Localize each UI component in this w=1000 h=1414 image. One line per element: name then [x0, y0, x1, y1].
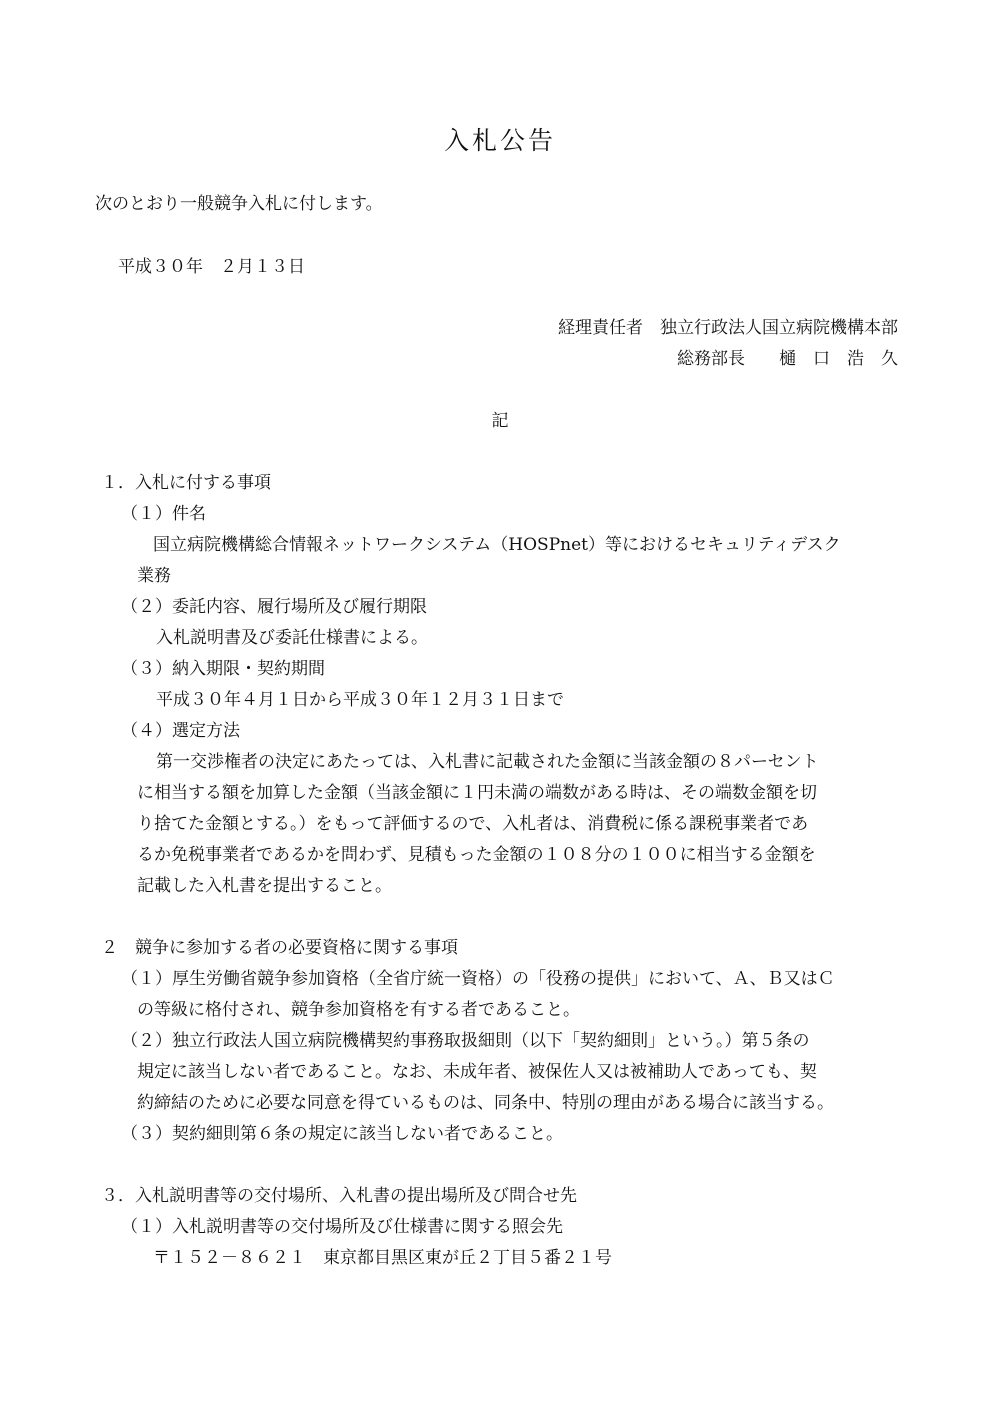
- section1-item4-body: るか免税事業者であるかを問わず、見積もった金額の１０８分の１００に相当する金額を: [137, 845, 816, 865]
- section1-item3-heading: （３）納入期限・契約期間: [121, 659, 325, 679]
- section1-item2-heading: （２）委託内容、履行場所及び履行期限: [121, 597, 427, 617]
- section1-item1-body: 業務: [137, 566, 171, 586]
- section3-item1-address: 〒１５２－８６２１ 東京都目黒区東が丘２丁目５番２１号: [153, 1248, 612, 1268]
- section1-item2-body: 入札説明書及び委託仕様書による。: [156, 628, 428, 648]
- section1-item3-body: 平成３０年４月１日から平成３０年１２月３１日まで: [156, 690, 564, 710]
- section2-heading: ２ 競争に参加する者の必要資格に関する事項: [101, 938, 458, 958]
- section1-heading: １．入札に付する事項: [101, 473, 271, 493]
- intro-text: 次のとおり一般競争入札に付します。: [95, 194, 383, 214]
- section2-item1: （１）厚生労働省競争参加資格（全省庁統一資格）の「役務の提供」において、Ａ、Ｂ又はＣ: [121, 969, 835, 989]
- section3-item1-heading: （１）入札説明書等の交付場所及び仕様書に関する照会先: [121, 1217, 563, 1237]
- section1-item4-heading: （４）選定方法: [121, 721, 240, 741]
- section3-heading: ３．入札説明書等の交付場所、入札書の提出場所及び問合せ先: [101, 1186, 577, 1206]
- section1-item4-body: 記載した入札書を提出すること。: [137, 876, 392, 896]
- section2-item1: の等級に格付され、競争参加資格を有する者であること。: [137, 1000, 581, 1020]
- section2-item2: （２）独立行政法人国立病院機構契約事務取扱細則（以下「契約細則」という。）第５条の: [121, 1031, 810, 1051]
- ki-marker: 記: [491, 411, 509, 431]
- section1-item1-heading: （１）件名: [121, 504, 206, 524]
- section1-item1-body: 国立病院機構総合情報ネットワークシステム（HOSPnet）等におけるセキュリティデスク: [153, 535, 841, 555]
- page-title: 入札公告: [443, 126, 556, 155]
- section1-item4-body: 第一交渉権者の決定にあたっては、入札書に記載された金額に当該金額の８パーセント: [156, 752, 819, 772]
- notice-date: 平成３０年 ２月１３日: [118, 257, 305, 277]
- section1-item4-body: に相当する額を加算した金額（当該金額に１円未満の端数がある時は、その端数金額を切: [137, 783, 817, 803]
- section2-item2: 規定に該当しない者であること。なお、未成年者、被保佐人又は被補助人であっても、契: [137, 1062, 817, 1082]
- section1-item4-body: り捨てた金額とする。）をもって評価するので、入札者は、消費税に係る課税事業者であ: [137, 814, 809, 834]
- issuer-title: 経理責任者 独立行政法人国立病院機構本部: [558, 318, 898, 338]
- section2-item3: （３）契約細則第６条の規定に該当しない者であること。: [121, 1124, 563, 1144]
- issuer-name: 総務部長 樋 口 浩 久: [677, 349, 898, 369]
- section2-item2: 約締結のために必要な同意を得ているものは、同条中、特別の理由がある場合に該当する。: [137, 1093, 834, 1113]
